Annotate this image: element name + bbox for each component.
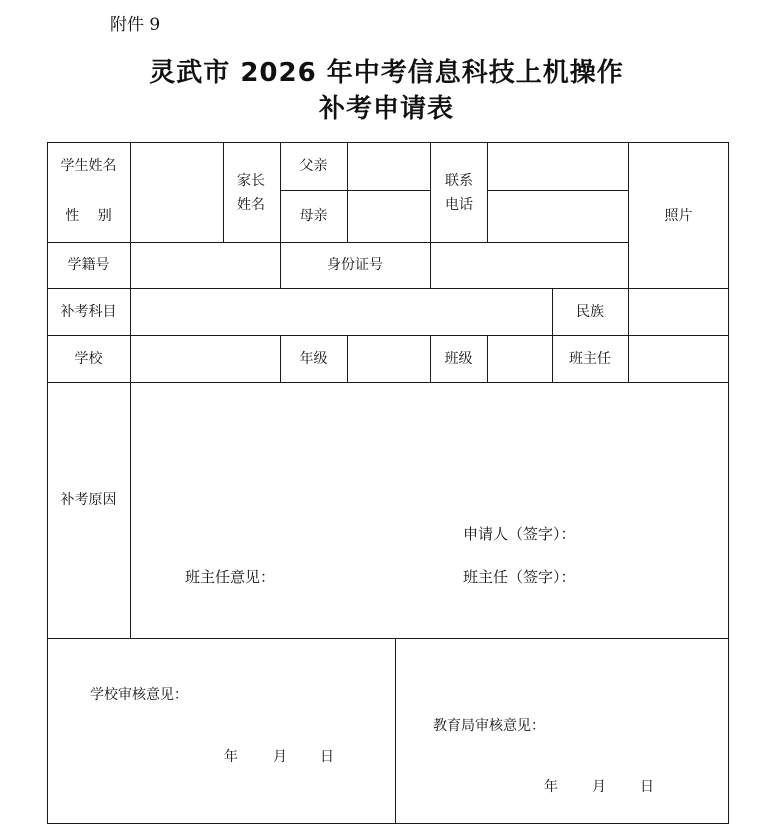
form-title: 灵武市 2026 年中考信息科技上机操作 [149,58,624,88]
school-field[interactable] [131,336,280,382]
mother-name-field[interactable] [348,191,430,242]
label-id-card: 身份证号 [327,257,383,273]
grid-line [47,638,728,639]
teacher-opinion-label: 班主任意见： [185,568,276,586]
student-name-field[interactable] [131,143,223,190]
form-border-bottom [47,823,728,824]
bureau-review-day: 日 [640,779,654,795]
school-review-day: 日 [320,749,334,765]
id-card-field[interactable] [431,243,628,288]
father-name-field[interactable] [348,143,430,190]
bureau-review-month: 月 [592,779,606,795]
label-father: 父亲 [299,158,328,174]
subject-field[interactable] [131,289,552,335]
label-student-name: 学生姓名 [60,158,117,174]
bureau-review-label: 教育局审核意见： [433,718,545,734]
label-student-id: 学籍号 [67,257,110,273]
label-subject: 补考科目 [60,303,117,320]
ethnicity-field[interactable] [629,289,728,335]
student-id-field[interactable] [131,243,280,288]
label-gender: 性 别 [65,208,112,224]
label-head-teacher: 班主任 [569,350,611,367]
label-contact-phone: 联系电话 [445,173,473,213]
label-ethnicity: 民族 [576,303,604,320]
grid-line [223,142,224,242]
label-school: 学校 [74,350,103,367]
teacher-signature-label: 班主任（签字）： [463,568,576,586]
label-class: 班级 [444,350,473,367]
mother-phone-field[interactable] [488,191,628,242]
form-subtitle: 补考申请表 [318,94,454,124]
school-review-label: 学校审核意见： [90,687,188,703]
school-review-year: 年 [224,749,238,765]
gender-field[interactable] [131,191,223,242]
father-phone-field[interactable] [488,143,628,190]
reason-textarea[interactable] [131,383,728,513]
grade-field[interactable] [348,336,430,382]
bureau-review-year: 年 [544,779,558,795]
school-review-month: 月 [273,749,287,765]
label-grade: 年级 [299,350,328,367]
grid-line [395,638,396,823]
label-reason: 补考原因 [60,492,117,508]
photo-box: 照片 [664,207,693,224]
class-field[interactable] [488,336,552,382]
attachment-label: 附件 9 [110,15,161,35]
label-parent-name: 家长姓名 [237,173,265,213]
form-border-right [728,142,729,824]
head-teacher-field[interactable] [629,336,728,382]
applicant-signature-label: 申请人（签字）： [463,525,576,543]
label-mother: 母亲 [299,208,328,224]
